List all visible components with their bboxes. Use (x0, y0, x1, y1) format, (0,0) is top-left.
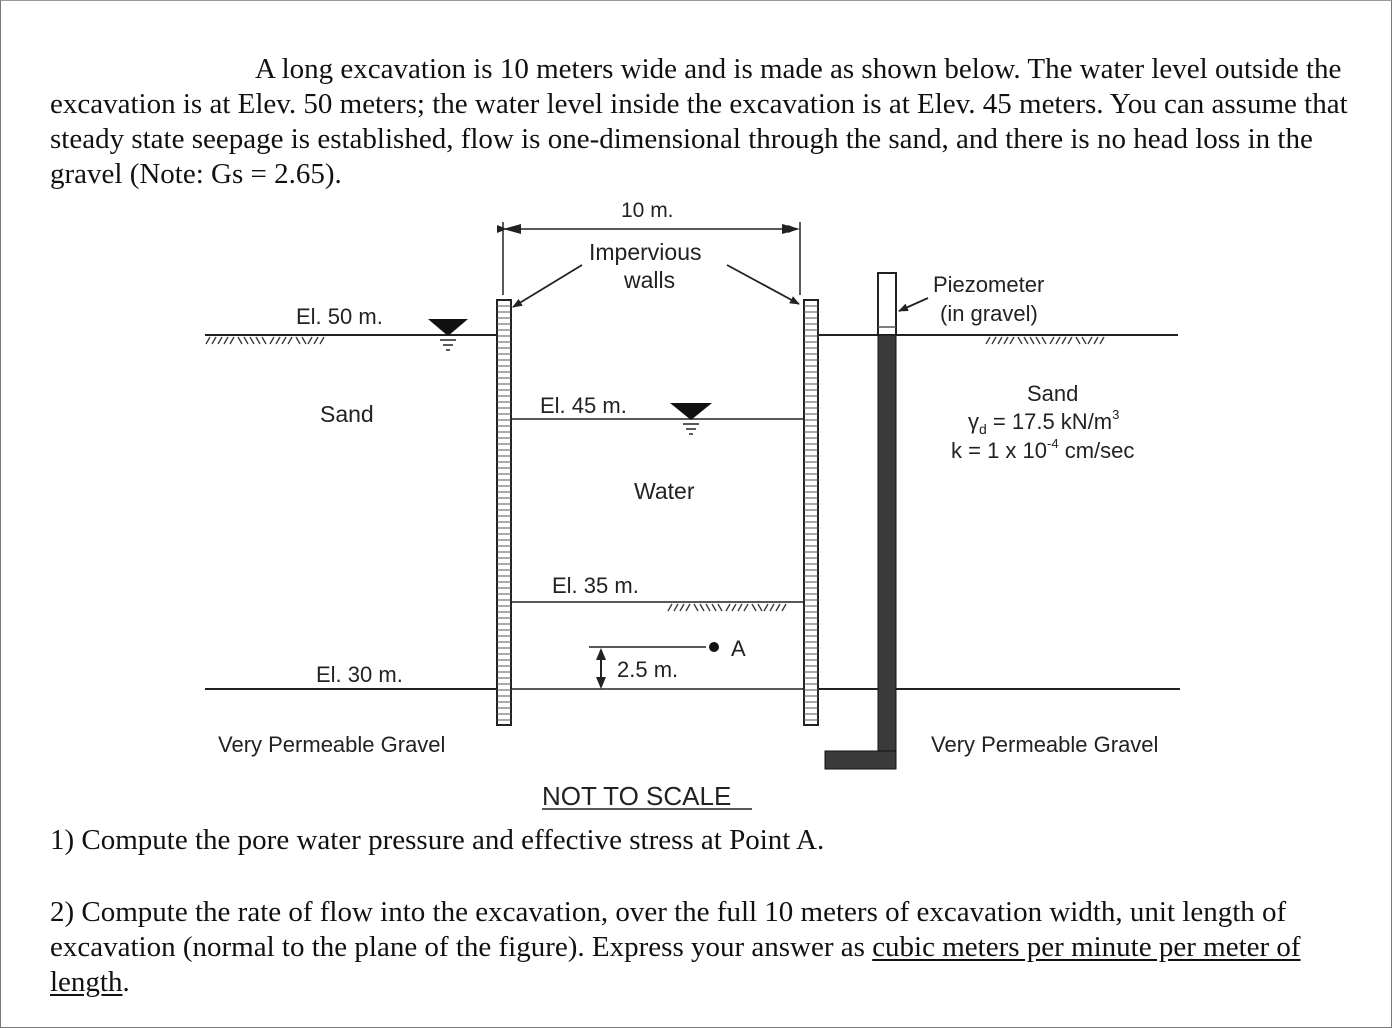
depth-label: 2.5 m. (617, 657, 679, 682)
piezometer-arrow (899, 298, 928, 311)
unit-weight-superscript: 3 (1112, 407, 1120, 422)
walls-arrow-right (727, 265, 799, 304)
question-2 (50, 895, 1345, 1000)
unit-weight-subscript: d (979, 421, 987, 437)
gravel-label-right: Very Permeable Gravel (931, 732, 1159, 757)
piezometer-label-line1: Piezometer (933, 272, 1045, 297)
piezometer-label-line2: (in gravel) (940, 301, 1038, 326)
walls-label-line2: walls (624, 267, 676, 293)
permeability-units: cm/sec (1058, 438, 1135, 463)
walls-arrow-left (513, 265, 582, 307)
elevation-45-label: El. 45 m. (540, 393, 627, 418)
left-impervious-wall (497, 300, 511, 725)
question-2-units: cubic meters per minute per meter of length (50, 931, 1301, 998)
question-2-end: . (122, 966, 130, 998)
gravel-label-left: Very Permeable Gravel (218, 732, 446, 757)
sand-label-right: Sand (1027, 381, 1079, 406)
unit-weight-label (968, 407, 1119, 437)
permeability-value: k = 1 x 10 (951, 438, 1048, 463)
right-impervious-wall (804, 300, 818, 725)
elevation-50-label: El. 50 m. (296, 304, 383, 329)
elevation-30-label: El. 30 m. (316, 662, 403, 687)
piezometer (825, 273, 896, 769)
elevation-35-label: El. 35 m. (552, 573, 639, 598)
unit-weight-gamma: γ (968, 409, 979, 434)
permeability-exponent: -4 (1047, 436, 1059, 451)
excavation-bottom-hatch (668, 604, 786, 611)
not-to-scale-label: NOT TO SCALE (542, 781, 732, 811)
depth-dimension-arrow (596, 648, 606, 689)
point-a-marker (709, 642, 719, 652)
question-1: 1) Compute the pore water pressure and effective stress at Point A. (50, 824, 825, 856)
question-2-text: 2) Compute the rate of flow into the excavation, over the full 10 meters of excavation width, unit length of excavation (normal to the plane of the figure). Express your answer as (50, 896, 1287, 963)
walls-label-line1: Impervious (589, 239, 702, 265)
sand-label-left: Sand (320, 401, 374, 427)
soil-hatch-left (206, 337, 324, 344)
soil-hatch-right (986, 337, 1104, 344)
problem-intro-text: A long excavation is 10 meters wide and is made as shown below. The water level outside the excavation is at Elev. 50 meters; the water level inside the excavation is at Elev. 45 meters. You can assume that steady state seepage is established, flow is one-dimensional through the sand, and there is no head loss in the gravel (Note: Gs = 2.65). (50, 53, 1348, 190)
water-label: Water (634, 478, 695, 504)
permeability-label (951, 436, 1134, 463)
unit-weight-value: = 17.5 kN/m (986, 409, 1113, 434)
width-label: 10 m. (621, 199, 674, 222)
point-a-label: A (731, 636, 746, 661)
